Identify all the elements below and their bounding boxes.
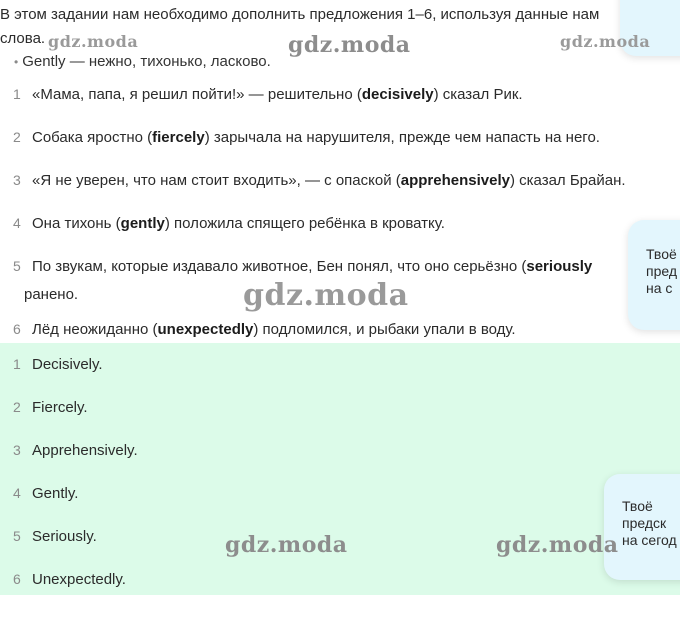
- sentence: Собака яростно (fiercely) зарычала на нарушителя, прежде чем напасть на него.: [32, 129, 600, 146]
- watermark: gdz.moda: [48, 32, 139, 51]
- answer-text: Fiercely.: [32, 399, 88, 416]
- watermark: gdz.moda: [243, 278, 409, 313]
- watermark: gdz.moda: [496, 532, 619, 558]
- answer-number: 4: [13, 485, 21, 501]
- answer-number: 3: [13, 442, 21, 458]
- gloss-item: [14, 53, 271, 70]
- promo-line: на сегод: [622, 532, 677, 548]
- answer-text: Decisively.: [32, 356, 103, 373]
- watermark: gdz.moda: [288, 32, 411, 58]
- answer-text: Gently.: [32, 485, 79, 502]
- sentence: «Мама, папа, я решил пойти!» — решительно (decisively) сказал Рик.: [32, 86, 523, 103]
- key-word: seriously: [526, 258, 593, 275]
- key-word: apprehensively: [400, 172, 510, 189]
- intro-line-1: В этом задании нам необходимо дополнить предложения 1–6, используя данные нам: [0, 6, 600, 23]
- promo-line: Твоё: [622, 498, 653, 514]
- sentence: «Я не уверен, что нам стоит входить», — с опаской (apprehensively) сказал Брайан.: [32, 172, 626, 189]
- answer-text: Apprehensively.: [32, 442, 138, 459]
- intro-line-2: слова.: [0, 30, 46, 47]
- answer-number: 5: [13, 528, 21, 544]
- key-word: decisively: [361, 86, 434, 103]
- key-word: fiercely: [152, 129, 205, 146]
- promo-line: на с: [646, 280, 673, 296]
- sentence-number: 5: [13, 258, 21, 274]
- gloss-text: Gently — нежно, тихонько, ласково.: [22, 53, 271, 70]
- sentence-continuation: ранено.: [24, 286, 79, 303]
- sentence: Лёд неожиданно (unexpectedly) подломился, и рыбаки упали в воду.: [32, 321, 516, 338]
- answer-number: 6: [13, 571, 21, 587]
- watermark: gdz.moda: [560, 32, 651, 51]
- watermark: gdz.moda: [225, 532, 348, 558]
- sentence-number: 6: [13, 321, 21, 337]
- bullet-icon: •: [14, 55, 19, 69]
- key-word: gently: [120, 215, 165, 232]
- sentence: По звукам, которые издавало животное, Бен понял, что оно серьёзно (seriously: [32, 258, 593, 275]
- promo-line: предск: [622, 515, 667, 531]
- promo-bubble[interactable]: [628, 220, 680, 330]
- sentence-number: 2: [13, 129, 21, 145]
- promo-bubble[interactable]: [604, 474, 680, 580]
- answer-text: Unexpectedly.: [32, 571, 126, 588]
- answer-number: 2: [13, 399, 21, 415]
- sentence-number: 3: [13, 172, 21, 188]
- promo-line: Твоё: [646, 246, 677, 262]
- sentence: Она тихонь (gently) положила спящего ребёнка в кроватку.: [32, 215, 445, 232]
- key-word: unexpectedly: [157, 321, 254, 338]
- answer-text: Seriously.: [32, 528, 97, 545]
- intro-text: [0, 2, 676, 27]
- sentence-number: 1: [13, 86, 21, 102]
- answer-number: 1: [13, 356, 21, 372]
- sentence-number: 4: [13, 215, 21, 231]
- promo-line: пред: [646, 263, 678, 279]
